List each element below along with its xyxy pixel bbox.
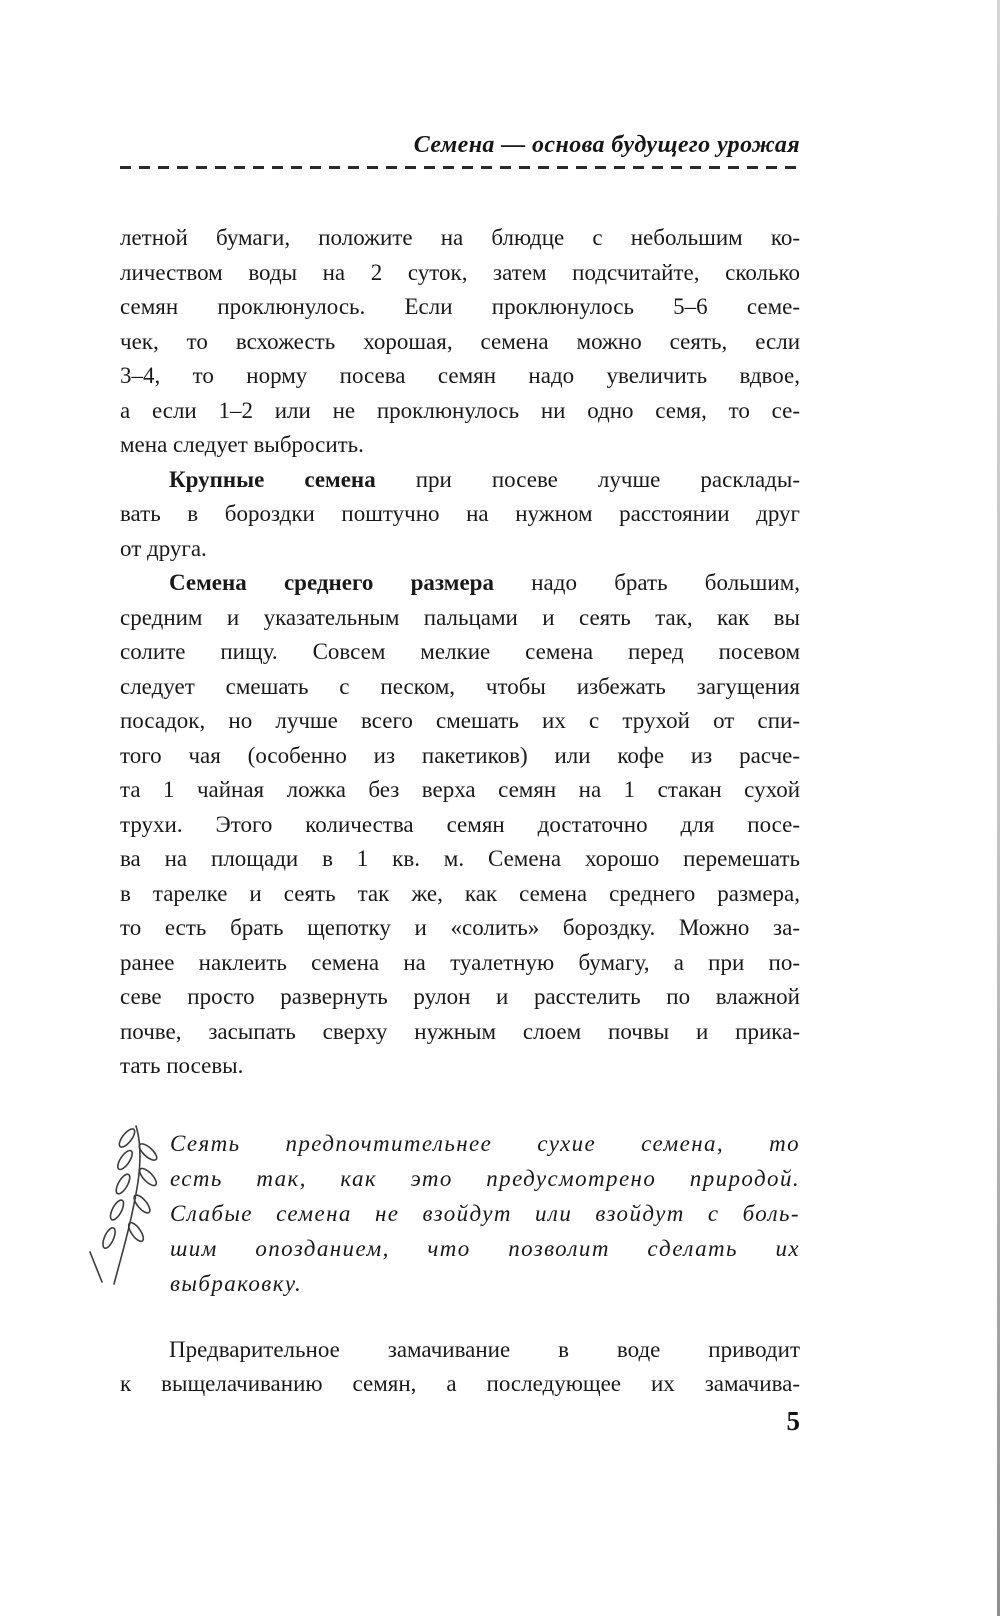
text-line: посадок, но лучше всего смешать их с трухой от спи-	[120, 708, 800, 733]
text-line: от друга.	[120, 535, 207, 561]
text-line: к выщелачиванию семян, а последующее их замачива-	[120, 1371, 800, 1396]
text-line: ранее наклеить семена на туалетную бумагу, а при по-	[120, 949, 800, 975]
text-line: то есть брать щепотку и «солить» бороздку. Можно за-	[120, 915, 800, 940]
branch-leaf-illustration-icon	[82, 1120, 168, 1292]
content-blocks	[120, 221, 800, 1402]
text-line: Предварительное замачивание в воде приводит	[169, 1336, 800, 1362]
text-line: есть так, как это предусмотрено природой.	[170, 1165, 800, 1191]
text-line: личеством воды на 2 суток, затем подсчитайте, сколько	[120, 259, 800, 285]
paragraph	[120, 566, 800, 1084]
text-line: почве, засыпать сверху нужным слоем почвы и прика-	[120, 1018, 800, 1044]
text-line: Слабые семена не взойдут или взойдут с боль-	[170, 1200, 800, 1226]
text-line: в тарелке и сеять так же, как семена среднего размера,	[120, 880, 800, 906]
paragraph	[120, 463, 800, 567]
text-line: солите пищу. Совсем мелкие семена перед посевом	[120, 639, 800, 664]
text-line: Семена среднего размера надо брать большим,	[169, 570, 800, 595]
text-line: того чая (особенно из пакетиков) или кофе из расче-	[120, 742, 800, 768]
running-head	[120, 132, 800, 169]
text-line: Сеять предпочтительнее сухие семена, то	[170, 1130, 800, 1156]
paragraph	[120, 221, 800, 463]
text-line: вать в бороздки поштучно на нужном расстоянии друг	[120, 501, 800, 526]
text-line: тать посевы.	[120, 1053, 244, 1078]
text-line: чек, то всхожесть хорошая, семена можно сеять, если	[120, 328, 800, 354]
text-line: ва на площади в 1 кв. м. Семена хорошо перемешать	[120, 846, 800, 871]
text-line: трухи. Этого количества семян достаточно для посе-	[120, 811, 800, 837]
text-line: летной бумаги, положите на блюдце с небольшим ко-	[120, 225, 800, 250]
quote-text	[170, 1126, 800, 1301]
text-line: та 1 чайная ложка без верха семян на 1 стакан сухой	[120, 777, 800, 802]
text-line: следует смешать с песком, чтобы избежать загущения	[120, 673, 800, 699]
paragraph	[120, 1333, 800, 1402]
quote-block	[120, 1126, 800, 1301]
text-line: выбраковку.	[170, 1270, 303, 1296]
text-line: Крупные семена при посеве лучше расклады-	[169, 466, 801, 492]
text-line: средним и указательным пальцами и сеять так, как вы	[120, 604, 800, 630]
header-dashed-rule	[120, 166, 800, 169]
text-line: семян проклюнулось. Если проклюнулось 5–6 семе-	[120, 294, 800, 319]
header-title: Семена — основа будущего урожая	[413, 132, 800, 158]
text-line: шим опозданием, что позволит сделать их	[170, 1235, 800, 1261]
text-line: а если 1–2 или не проклюнулось ни одно семя, то се-	[120, 397, 800, 423]
text-line: 3–4, то норму посева семян надо увеличить вдвое,	[120, 363, 800, 388]
text-line: мена следует выбросить.	[120, 432, 364, 457]
text-line: севе просто развернуть рулон и расстелить по влажной	[120, 984, 800, 1009]
page-number: 5	[786, 1406, 800, 1436]
